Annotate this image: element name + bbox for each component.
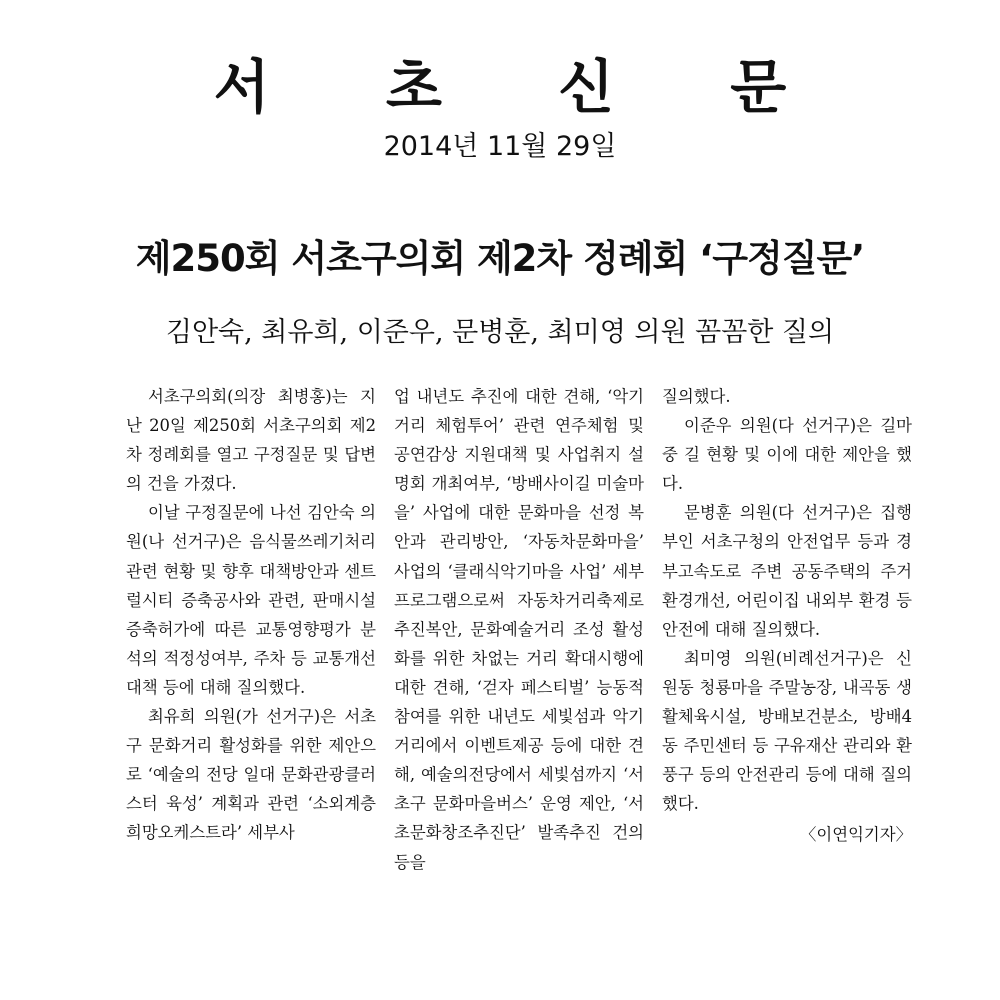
article-subheadline: 김안숙, 최유희, 이준우, 문병훈, 최미영 의원 꼼꼼한 질의: [165, 317, 835, 348]
paragraph: 서초구의회(의장 최병홍)는 지난 20일 제250회 서초구의회 제2차 정례회를 열고 구정질문 및 답변의 건을 가졌다.: [126, 387, 376, 494]
paragraph: 질의했다.: [662, 387, 731, 406]
paragraph: 최유희 의원(가 선거구)은 서초구 문화거리 활성화를 위한 제안으로 ‘예술의 전당 일대 문화관광클러스터 육성’ 계획과 관련 ‘소외계층 희망오케스트라’ 세부사: [126, 707, 376, 843]
article-headline: 제250회 서초구의회 제2차 정례회 ‘구정질문’: [135, 237, 865, 280]
issue-date: 2014년 11월 29일: [383, 131, 617, 162]
paragraph: 문병훈 의원(다 선거구)은 집행부인 서초구청의 안전업무 등과 경부고속도로 주변 공동주택의 주거환경개선, 어린이집 내외부 환경 등 안전에 대해 질의했다.: [662, 503, 912, 639]
paragraph: 업 내년도 추진에 대한 견해, ‘악기거리 체험투어’ 관련 연주체험 및 공연감상 지원대책 및 사업취지 설명회 개최여부, ‘방배사이길 미술마을’ 사업에 대한 문화마을 선정 복안과 관리방안, ‘자동차문화마을’ 사업의 ‘클래식악기마을 사업’ 세부프로그램으로써 자동차거리축제로 추진복안, 문화예술거리 조성 활성화를 위한 차없는 거리 확대시행에 대한 견해, ‘걷자 페스티벌’ 능동적 참여를 위한 내년도 세빛섬과 악기거리에서 이벤트제공 등에 대한 견해, 예술의전당에서 세빛섬까지 ‘서초구 문화마을버스’ 운영 제안, ‘서초문화창조추진단’ 발족추진 건의 등을: [394, 387, 644, 872]
newspaper-name: 서 초 신 문: [213, 53, 835, 121]
article-column-2: [394, 382, 644, 877]
byline: 〈이연익기자〉: [800, 825, 912, 845]
paragraph: 최미영 의원(비례선거구)은 신원동 청룡마을 주말농장, 내곡동 생활체육시설, 방배보건분소, 방배4동 주민센터 등 구유재산 관리와 환풍구 등의 안전관리 등에 대해 질의했다.: [662, 648, 912, 814]
article-column-3: [662, 382, 912, 850]
paragraph: 이준우 의원(다 선거구)은 길마중 길 현황 및 이에 대한 제안을 했다.: [662, 416, 912, 494]
article-column-1: [126, 382, 376, 848]
paragraph: 이날 구정질문에 나선 김안숙 의원(나 선거구)은 음식물쓰레기처리 관련 현황 및 향후 대책방안과 센트럴시티 증축공사와 관련, 판매시설 증축허가에 따른 교통영향평가 분석의 적정성여부, 주차 등 교통개선 대책 등에 대해 질의했다.: [126, 503, 376, 697]
